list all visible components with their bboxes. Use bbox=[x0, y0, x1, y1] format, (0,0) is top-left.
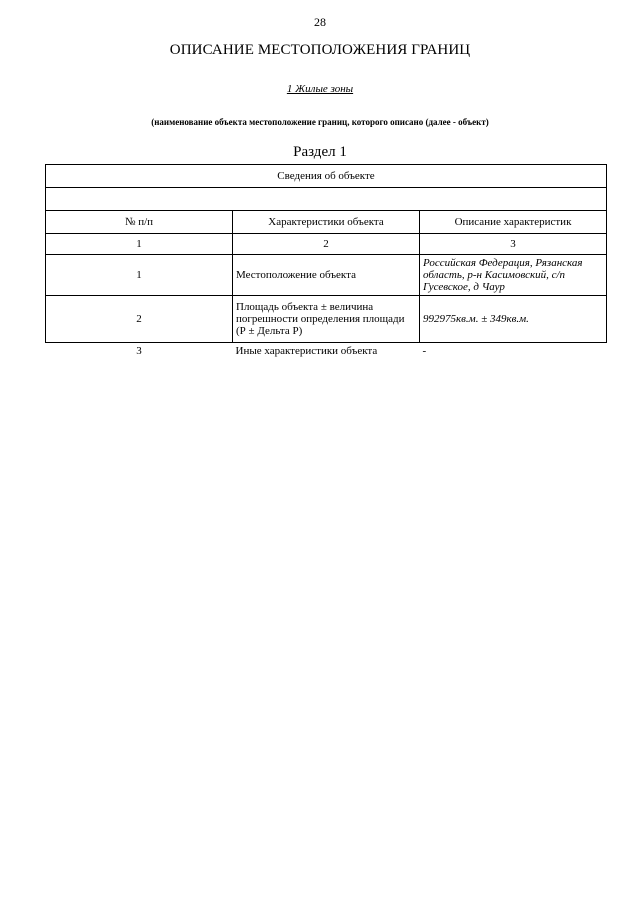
row-number: 1 bbox=[46, 255, 233, 296]
page-number: 28 bbox=[314, 15, 326, 29]
table-numbering-row bbox=[46, 234, 607, 255]
row-number: 3 bbox=[136, 345, 142, 357]
section-title: Раздел 1 bbox=[293, 144, 347, 160]
table-row bbox=[46, 343, 607, 364]
numbering-cell: 2 bbox=[233, 234, 420, 255]
header-number: № п/п bbox=[46, 211, 233, 234]
numbering-cell: 1 bbox=[46, 234, 233, 255]
table-empty-row bbox=[46, 188, 607, 211]
header-characteristic: Характеристики объекта bbox=[233, 211, 420, 234]
row-characteristic: Площадь объекта ± величина погрешности определения площади (Р ± Дельта Р) bbox=[233, 296, 420, 343]
table-caption: Сведения об объекте bbox=[46, 165, 607, 188]
header-description: Описание характеристик bbox=[420, 211, 607, 234]
table-header-row bbox=[46, 211, 607, 234]
table-row bbox=[46, 255, 607, 296]
row-number: 2 bbox=[46, 296, 233, 343]
table-caption-row bbox=[46, 165, 607, 188]
object-info-table bbox=[45, 164, 607, 363]
row-characteristic: Иные характеристики объекта bbox=[235, 345, 378, 357]
table-row bbox=[46, 296, 607, 343]
object-name bbox=[0, 83, 640, 95]
numbering-cell: 3 bbox=[420, 234, 607, 255]
object-name-text: 1 Жилые зоны bbox=[286, 83, 354, 95]
document-title: ОПИСАНИЕ МЕСТОПОЛОЖЕНИЯ ГРАНИЦ bbox=[169, 42, 471, 58]
row-description: - bbox=[422, 345, 427, 357]
table-empty-cell bbox=[46, 188, 607, 211]
object-caption: (наименование объекта местоположение границ, которого описано (далее - объект) bbox=[151, 117, 489, 127]
row-characteristic: Местоположение объекта bbox=[233, 255, 420, 296]
row-description: Российская Федерация, Рязанская область, р-н Касимовский, с/п Гусевское, д Чаур bbox=[420, 255, 607, 296]
row-description: 992975кв.м. ± 349кв.м. bbox=[420, 296, 607, 343]
